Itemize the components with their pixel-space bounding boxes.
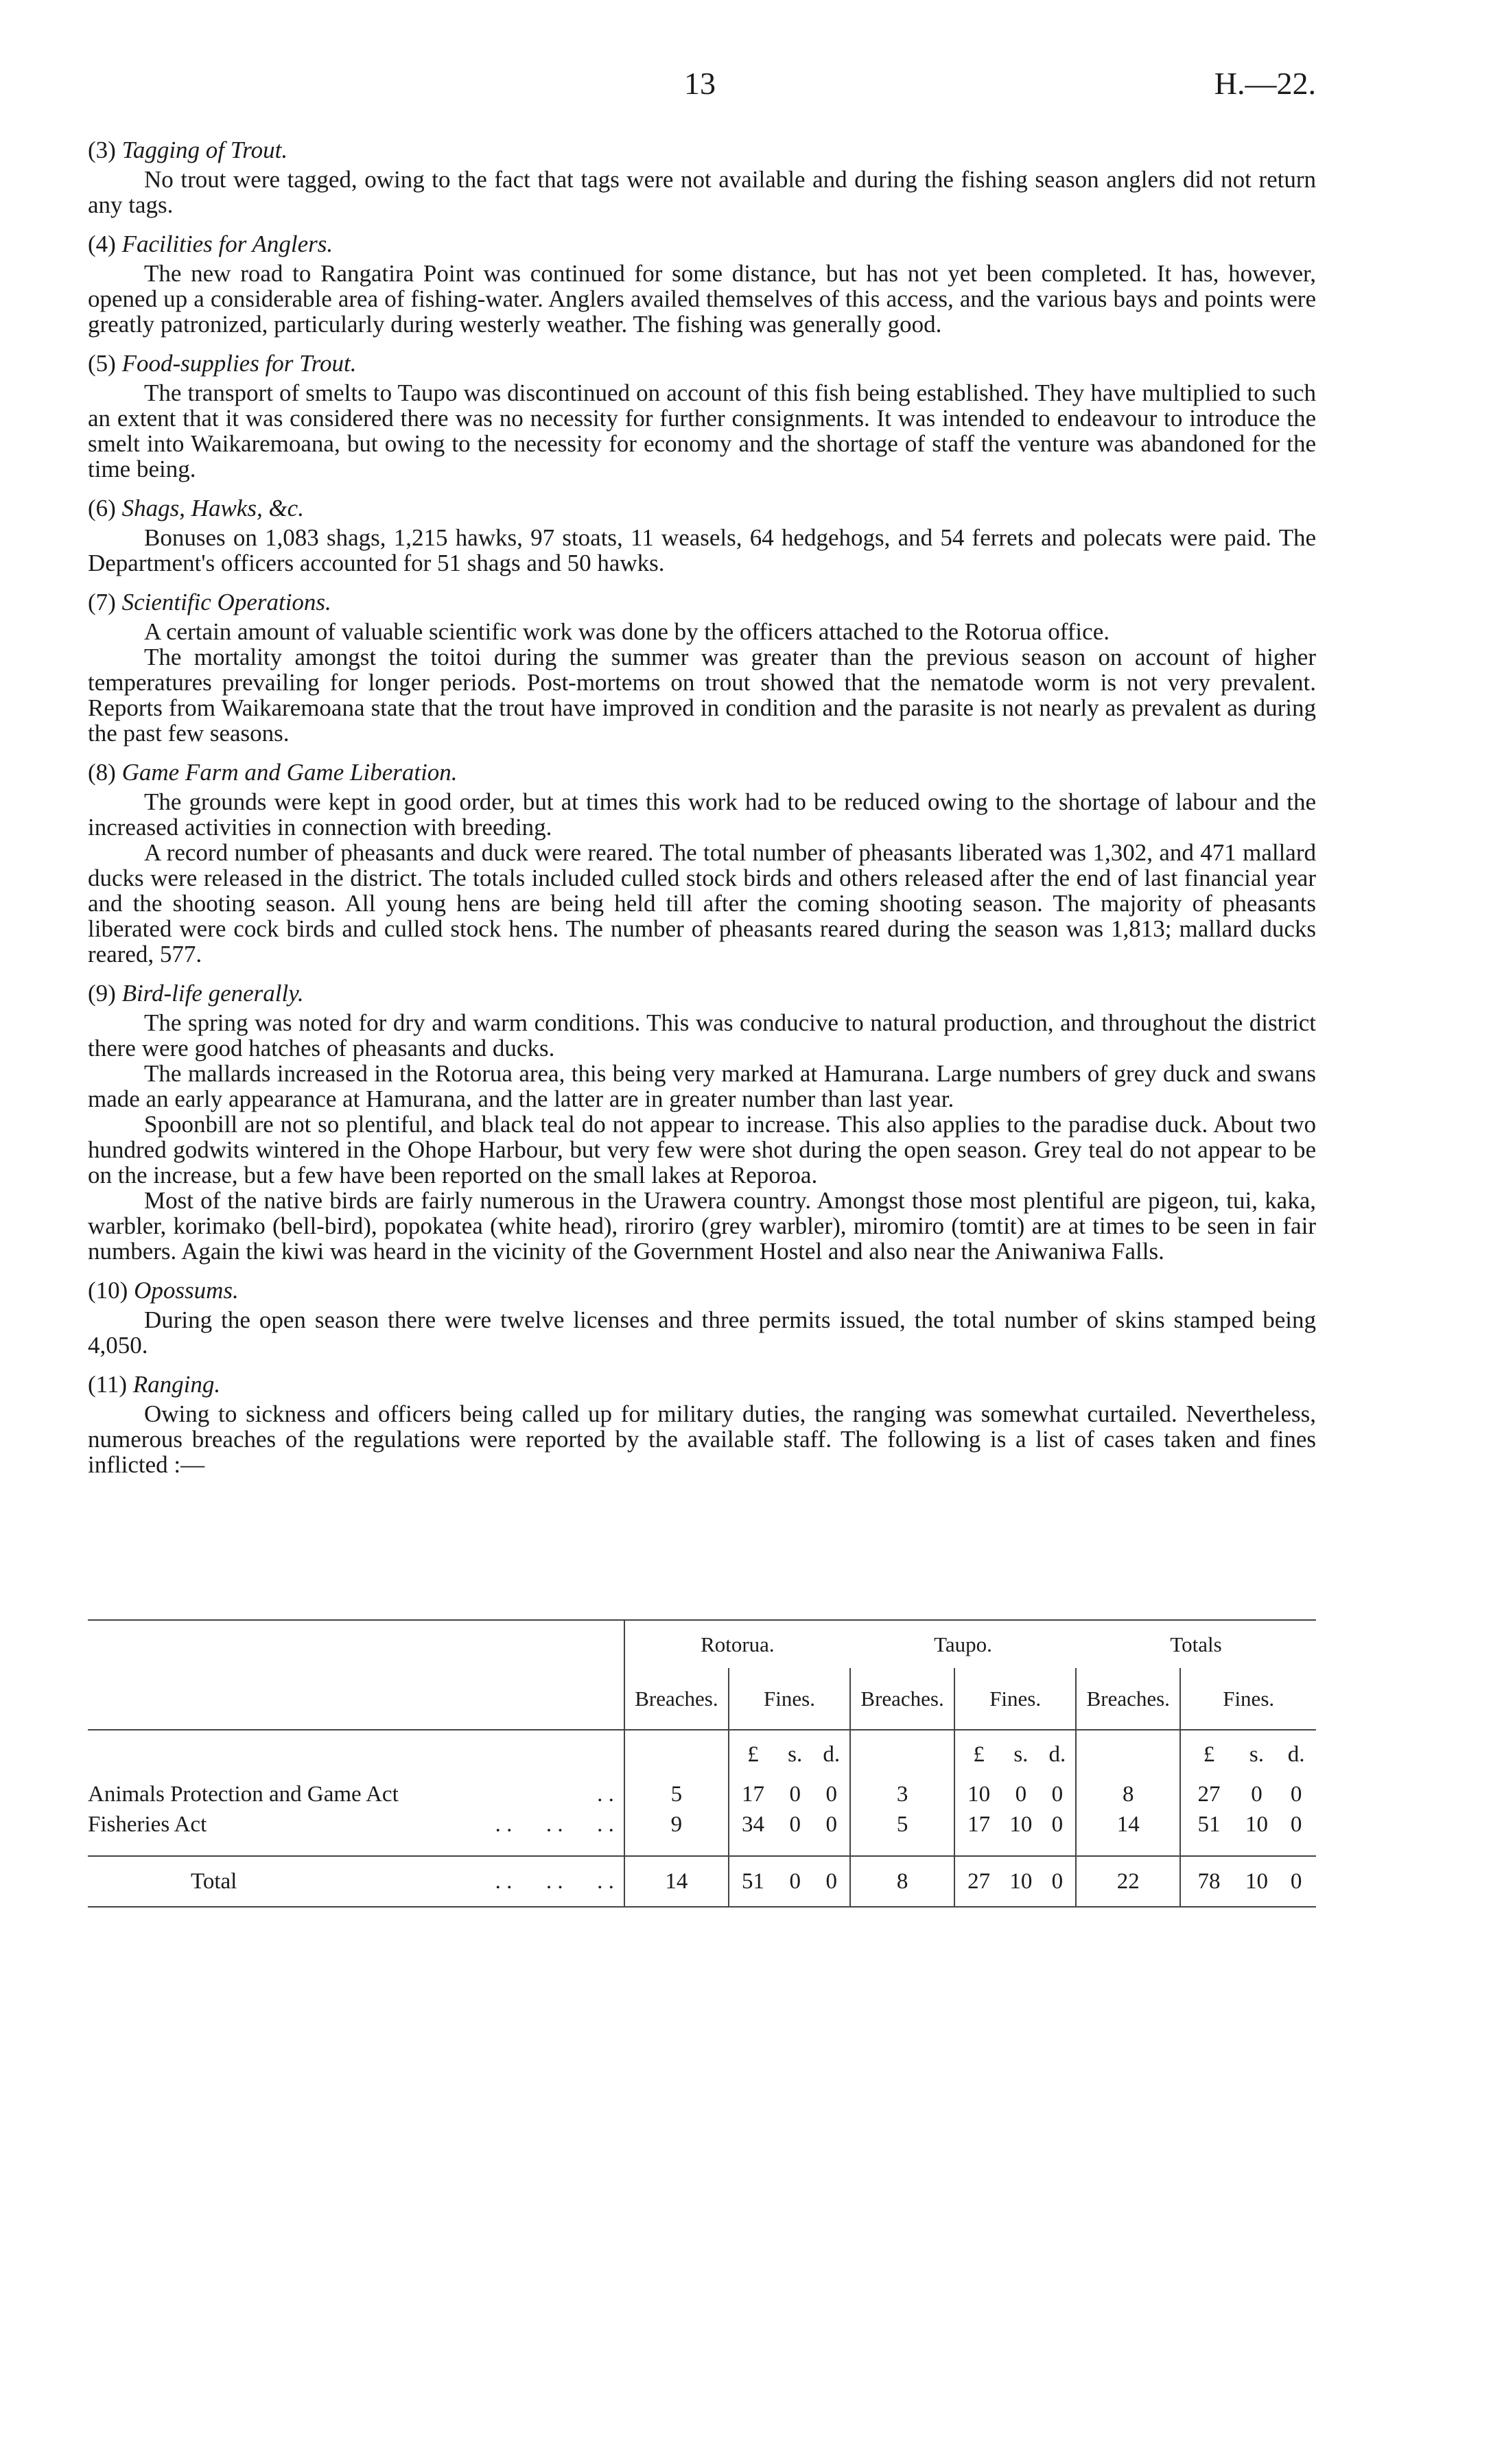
cell: 0	[1290, 1811, 1302, 1837]
unit-shillings: s.	[1013, 1742, 1029, 1767]
group-header-totals: Totals	[1170, 1632, 1222, 1656]
section-heading: (6) Shags, Hawks, &c.	[88, 495, 304, 521]
cell: 10	[1245, 1868, 1268, 1894]
cell: 0	[1051, 1811, 1064, 1837]
section-heading: (8) Game Farm and Game Liberation.	[88, 759, 458, 786]
document-code: H.—22.	[1214, 66, 1316, 101]
cell: 3	[850, 1779, 954, 1809]
cell: 10	[954, 1779, 1002, 1809]
section-food-supplies	[88, 351, 1316, 482]
leader-dots: . . . . . .	[495, 1811, 614, 1837]
total-label: Total	[191, 1868, 237, 1894]
cell: 8	[1076, 1779, 1180, 1809]
section-heading: (7) Scientific Operations.	[88, 589, 331, 615]
section-heading: (11) Ranging.	[88, 1371, 221, 1398]
subheader-fines: Fines.	[729, 1668, 850, 1730]
cell: 10	[1009, 1868, 1033, 1894]
paragraph: The grounds were kept in good order, but at times this work had to be reduced owing to the shortage of labour and the increased activities in connection with breeding.	[88, 788, 1316, 841]
paragraph: The spring was noted for dry and warm conditions. This was conducive to natural production, and throughout the district there were good hatches of pheasants and ducks.	[88, 1009, 1316, 1061]
section-ranging	[88, 1372, 1316, 1477]
paragraph: The mortality amongst the toitoi during the summer was greater than the previous season on account of higher temperatures prevailing for longer periods. Post-mortems on trout showed that the nematode worm is not very prevalent. Reports from Waikaremoana state that the trout have improved in condition and the parasite is not nearly as prevalent as during the past few seasons.	[88, 644, 1316, 747]
body-text	[88, 137, 1316, 1491]
cell: 0	[825, 1811, 837, 1837]
unit-pence: d.	[1287, 1742, 1305, 1767]
cell: 0	[789, 1781, 801, 1807]
row-label: Animals Protection and Game Act	[88, 1781, 399, 1807]
section-heading: (9) Bird-life generally.	[88, 980, 304, 1007]
unit-shillings: s.	[788, 1742, 803, 1767]
section-tagging-of-trout	[88, 137, 1316, 218]
paragraph: Bonuses on 1,083 shags, 1,215 hawks, 97 stoats, 11 weasels, 64 hedgehogs, and 54 ferrets and polecats were paid. The Department's officers accounted for 51 shags and 50 hawks.	[88, 524, 1316, 576]
cell: 34	[729, 1809, 777, 1840]
cell: 14	[1076, 1809, 1180, 1840]
cell: 17	[954, 1809, 1002, 1840]
paragraph: Spoonbill are not so plentiful, and black teal do not appear to increase. This also applies to the paradise duck. About two hundred godwits wintered in the Ohope Harbour, but very few were shot during the open season. Grey teal do not appear to be on the increase, but a few have been reported on the small lakes at Reporoa.	[88, 1111, 1316, 1188]
paragraph: The mallards increased in the Rotorua area, this being very marked at Hamurana. Large numbers of grey duck and swans made an early appearance at Hamurana, and the latter are in greater number than last year.	[88, 1060, 1316, 1112]
cell: 9	[624, 1809, 729, 1840]
leader-dots: . . . . . .	[495, 1868, 614, 1894]
paragraph: The transport of smelts to Taupo was discontinued on account of this fish being established. They have multiplied to such an extent that it was considered there was no necessity for further consignments. It was intended to endeavour to introduce the smelt into Waikaremoana, but owing to the necessity for economy and the shortage of staff the venture was abandoned for the time being.	[88, 379, 1316, 482]
section-opossums	[88, 1278, 1316, 1358]
cell: 0	[1051, 1868, 1064, 1894]
section-heading: (5) Food-supplies for Trout.	[88, 350, 357, 377]
cell: 0	[789, 1868, 801, 1894]
cell: 0	[1051, 1781, 1064, 1807]
cell: 22	[1076, 1856, 1180, 1907]
unit-pounds: £	[1180, 1730, 1236, 1779]
unit-pounds: £	[729, 1730, 777, 1779]
subheader-fines: Fines.	[1180, 1668, 1316, 1730]
paragraph: A record number of pheasants and duck were reared. The total number of pheasants liberated was 1,302, and 471 mallard ducks were released in the district. The totals included culled stock birds and others released after the end of last financial year and the shooting season. All young hens are being held till after the coming shooting season. The majority of pheasants liberated were cock birds and culled stock hens. The number of pheasants reared during the season was 1,813; mallard ducks reared, 577.	[88, 839, 1316, 967]
section-heading: (10) Opossums.	[88, 1277, 239, 1304]
subheader-fines: Fines.	[954, 1668, 1076, 1730]
cell: 0	[1290, 1781, 1302, 1807]
section-scientific-operations	[88, 589, 1316, 746]
cell: 27	[954, 1856, 1002, 1907]
cell: 51	[729, 1856, 777, 1907]
cell: 0	[1251, 1781, 1263, 1807]
subheader-breaches: Breaches.	[1076, 1668, 1180, 1730]
paragraph: Owing to sickness and officers being called up for military duties, the ranging was somewhat curtailed. Nevertheless, numerous breaches of the regulations were reported by the available staff. The following is a list of cases taken and fines inflicted :—	[88, 1400, 1316, 1478]
unit-shillings: s.	[1249, 1742, 1264, 1767]
leader-dots: . .	[597, 1781, 614, 1807]
unit-pence: d.	[823, 1742, 841, 1767]
cell: 51	[1180, 1809, 1236, 1840]
group-header-taupo: Taupo.	[934, 1632, 992, 1656]
cell: 10	[1245, 1811, 1268, 1837]
fines-table	[88, 1619, 1316, 1914]
cell: 5	[624, 1779, 729, 1809]
cell: 17	[729, 1779, 777, 1809]
section-heading: (4) Facilities for Anglers.	[88, 231, 333, 257]
cell: 0	[1290, 1868, 1302, 1894]
cell: 0	[825, 1868, 837, 1894]
cell: 10	[1009, 1811, 1033, 1837]
section-heading: (3) Tagging of Trout.	[88, 137, 288, 163]
paragraph: During the open season there were twelve licenses and three permits issued, the total number of skins stamped being 4,050.	[88, 1306, 1316, 1359]
section-bird-life	[88, 981, 1316, 1264]
group-header-rotorua: Rotorua.	[624, 1620, 850, 1668]
cell: 0	[1015, 1781, 1027, 1807]
unit-pence: d.	[1048, 1742, 1066, 1767]
paragraph: A certain amount of valuable scientific work was done by the officers attached to the Rotorua office.	[144, 618, 1110, 645]
subheader-breaches: Breaches.	[624, 1668, 729, 1730]
cell: 27	[1180, 1779, 1236, 1809]
section-facilities-for-anglers	[88, 231, 1316, 337]
paragraph: The new road to Rangatira Point was continued for some distance, but has not yet been completed. It has, however, opened up a considerable area of fishing-water. Anglers availed themselves of this access, and the various bays and points were greatly patronized, particularly during westerly weather. The fishing was generally good.	[88, 260, 1316, 338]
table-row	[88, 1779, 1316, 1809]
page-number: 13	[684, 66, 716, 101]
unit-pounds: £	[954, 1730, 1002, 1779]
section-game-farm	[88, 760, 1316, 967]
section-shags-hawks	[88, 495, 1316, 576]
table-total-row	[88, 1856, 1316, 1907]
cell: 8	[850, 1856, 954, 1907]
table-row	[88, 1809, 1316, 1840]
paragraph: No trout were tagged, owing to the fact that tags were not available and during the fishing season anglers did not return any tags.	[88, 166, 1316, 218]
cell: 5	[850, 1809, 954, 1840]
cell: 78	[1180, 1856, 1236, 1907]
cell: 14	[624, 1856, 729, 1907]
paragraph: Most of the native birds are fairly numerous in the Urawera country. Amongst those most plentiful are pigeon, tui, kaka, warbler, korimako (bell-bird), popokatea (white head), riroriro (grey warbler), miromiro (tomtit) are at times to be seen in fair numbers. Again the kiwi was heard in the vicinity of the Government Hostel and also near the Aniwaniwa Falls.	[88, 1187, 1316, 1265]
cell: 0	[825, 1781, 837, 1807]
row-label: Fisheries Act	[88, 1811, 207, 1837]
cell: 0	[789, 1811, 801, 1837]
subheader-breaches: Breaches.	[850, 1668, 954, 1730]
